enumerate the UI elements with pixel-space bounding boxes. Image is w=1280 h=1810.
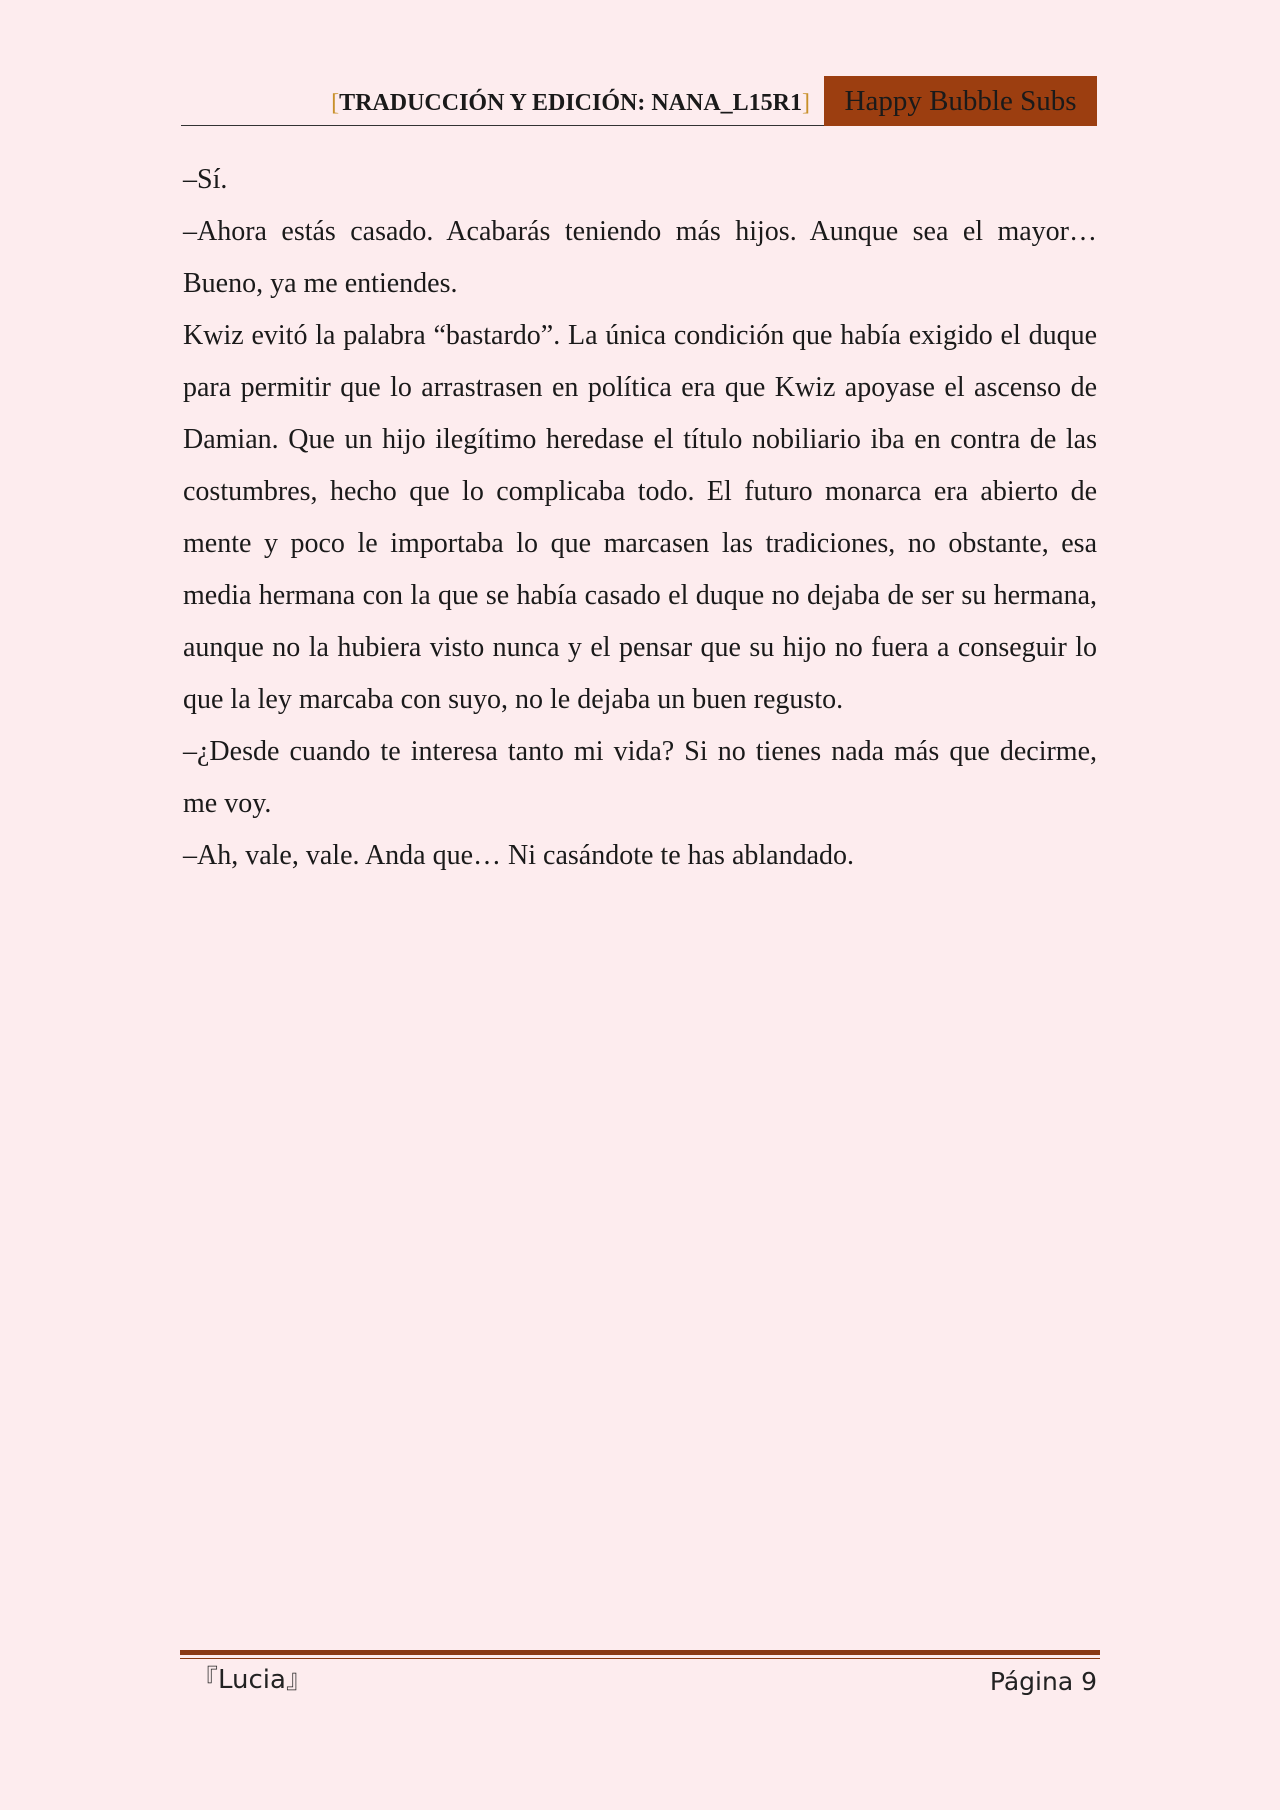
credit-text: TRADUCCIÓN Y EDICIÓN: NANA_L15R1 [339, 90, 802, 116]
footer-page-number: Página 9 [989, 1667, 1097, 1696]
group-badge: Happy Bubble Subs [824, 76, 1097, 126]
document-body [183, 154, 1097, 882]
paragraph: –Sí. [183, 164, 228, 195]
page-header [181, 76, 1097, 126]
footer-rule-thick [180, 1650, 1100, 1655]
paragraph: –Ah, vale, vale. Anda que… Ni casándote te has ablandado. [183, 840, 855, 871]
footer-rule-thin [180, 1658, 1100, 1659]
paragraph: –¿Desde cuando te interesa tanto mi vida? Si no tienes nada más que decirme, me voy. [183, 736, 1097, 819]
translation-credit [331, 89, 810, 117]
paragraph: Kwiz evitó la palabra “bastardo”. La única condición que había exigido el duque para permitir que lo arrastrasen en política era que Kwiz apoyase el ascenso de Damian. Que un hijo ilegítimo heredase el título nobiliario iba en contra de las costumbres, hecho que lo complicaba todo. El futuro monarca era abierto de mente y poco le importaba lo que marcasen las tradiciones, no obstante, esa media hermana con la que se había casado el duque no dejaba de ser su hermana, aunque no la hubiera visto nunca y el pensar que su hijo no fuera a conseguir lo que la ley marcaba con suyo, no le dejaba un buen regusto. [183, 320, 1097, 715]
credit-bracket-close: ] [802, 90, 810, 116]
header-rule [181, 125, 824, 126]
credit-bracket-open: [ [331, 90, 340, 116]
paragraph: –Ahora estás casado. Acabarás teniendo más hijos. Aunque sea el mayor… Bueno, ya me entiendes. [183, 216, 1097, 299]
footer-book-title: 『Lucia』 [192, 1665, 312, 1695]
